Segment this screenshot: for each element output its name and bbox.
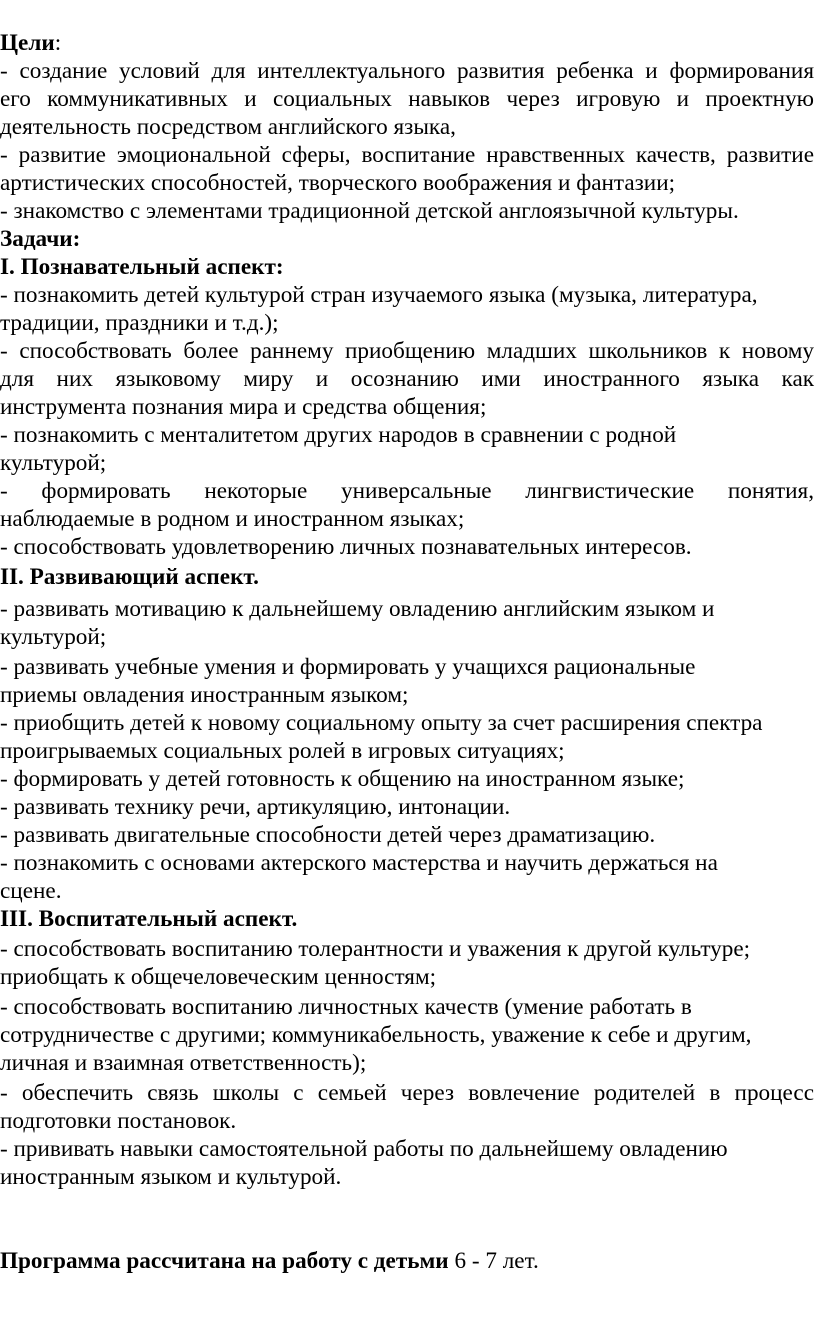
text-line: - способствовать удовлетворению личных познавательных интересов.	[0, 534, 692, 560]
text-line: приобщать к общечеловеческим ценностям;	[0, 964, 437, 990]
program-age-note	[0, 1248, 816, 1276]
text-line: - прививать навыки самостоятельной работы по дальнейшему овладению	[0, 1136, 728, 1162]
goals-heading	[0, 30, 816, 58]
goals-colon: :	[54, 30, 62, 56]
text-line: - развитие эмоциональной сферы, воспитание нравственных качеств, развитие	[0, 142, 814, 168]
text-line: - развивать двигательные способности детей через драматизацию.	[0, 822, 656, 848]
cognitive-aspect-heading: I. Познавательный аспект:	[0, 254, 284, 280]
text-line: - знакомство с элементами традиционной детской англоязычной культуры.	[0, 198, 739, 224]
text-line: иностранным языком и культурой.	[0, 1164, 342, 1190]
text-line: личная и взаимная ответственность);	[0, 1050, 367, 1076]
text-line: инструмента познания мира и средства общения;	[0, 394, 487, 420]
text-line: подготовки постановок.	[0, 1108, 237, 1134]
text-line: - обеспечить связь школы с семьей через вовлечение родителей в процесс	[0, 1080, 814, 1106]
text-line: - познакомить с основами актерского мастерства и научить держаться на	[0, 850, 718, 876]
developing-aspect-heading: II. Развивающий аспект.	[0, 564, 259, 590]
text-line: - формировать у детей готовность к общению на иностранном языке;	[0, 766, 685, 792]
text-line: его коммуникативных и социальных навыков через игровую и проектную	[0, 86, 814, 112]
program-age-range: 6 - 7 лет.	[448, 1248, 539, 1274]
program-note-label: Программа рассчитана на работу с детьми	[0, 1248, 449, 1274]
text-line: культурой;	[0, 624, 107, 650]
text-line: сотрудничестве с другими; коммуникабельность, уважение к себе и другим,	[0, 1022, 752, 1048]
text-line: - развивать мотивацию к дальнейшему овладению английским языком и	[0, 596, 715, 622]
text-line: - развивать учебные умения и формировать у учащихся рациональные	[0, 654, 696, 680]
text-line: - приобщить детей к новому социальному опыту за счет расширения спектра	[0, 710, 763, 736]
text-line: деятельность посредством английского языка,	[0, 114, 456, 140]
educational-aspect-heading: III. Воспитательный аспект.	[0, 906, 298, 932]
text-line: культурой;	[0, 450, 107, 476]
text-line: - создание условий для интеллектуального развития ребенка и формирования	[0, 58, 814, 84]
text-line: традиции, праздники и т.д.);	[0, 310, 279, 336]
text-line: - познакомить с менталитетом других народов в сравнении с родной	[0, 422, 677, 448]
text-line: наблюдаемые в родном и иностранном языках;	[0, 506, 465, 532]
text-line: проигрываемых социальных ролей в игровых ситуациях;	[0, 738, 565, 764]
text-line: - способствовать более раннему приобщению младших школьников к новому	[0, 338, 814, 364]
text-line: - формировать некоторые универсальные лингвистические понятия,	[0, 478, 814, 504]
text-line: - способствовать воспитанию толерантности и уважения к другой культуре;	[0, 936, 751, 962]
text-line: для них языковому миру и осознанию ими иностранного языка как	[0, 366, 814, 392]
goals-label: Цели	[0, 30, 55, 56]
text-line: - развивать технику речи, артикуляцию, интонации.	[0, 794, 511, 820]
text-line: - способствовать воспитанию личностных качеств (умение работать в	[0, 994, 692, 1020]
text-line: артистических способностей, творческого воображения и фантазии;	[0, 170, 676, 196]
text-line: приемы овладения иностранным языком;	[0, 682, 409, 708]
text-line: сцене.	[0, 878, 62, 904]
text-line: - познакомить детей культурой стран изучаемого языка (музыка, литература,	[0, 282, 758, 308]
tasks-heading: Задачи:	[0, 226, 81, 252]
